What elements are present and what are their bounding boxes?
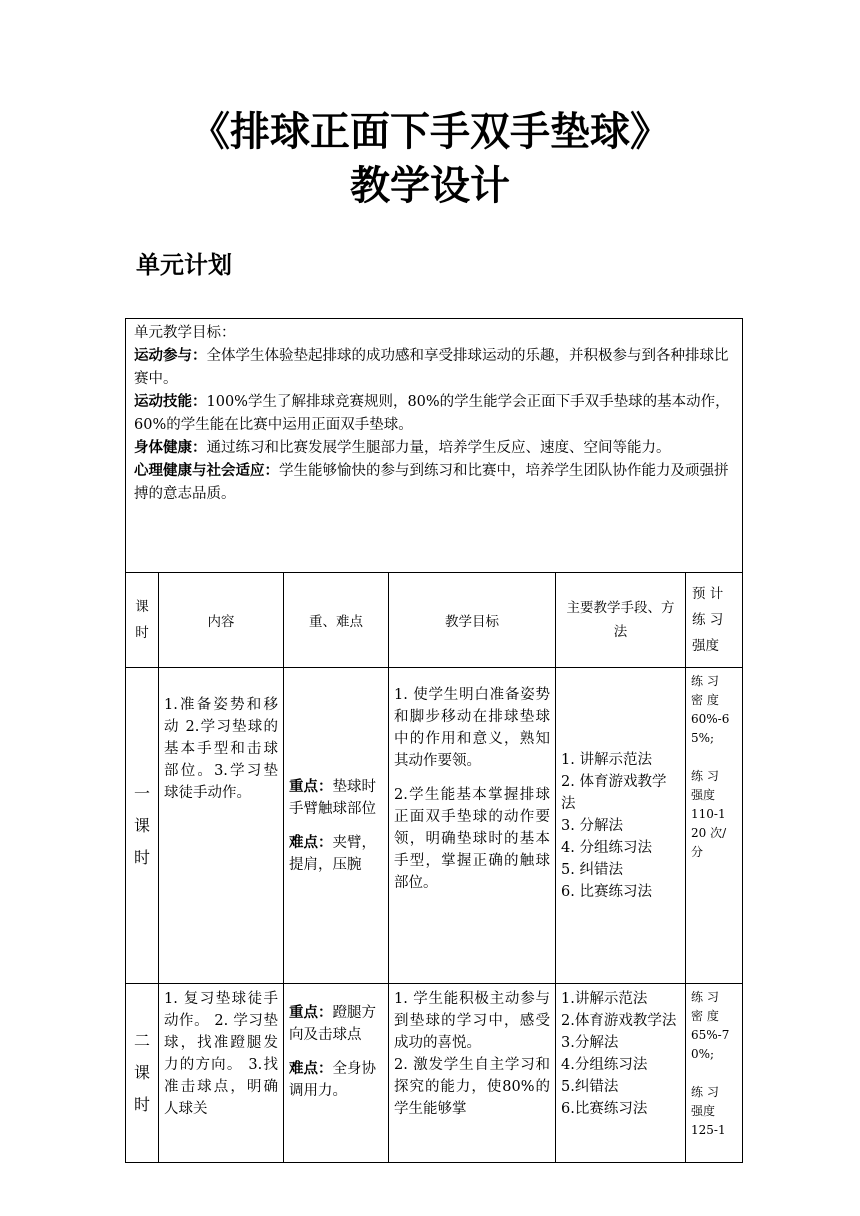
intensity-line: 5%; — [691, 731, 715, 745]
lesson-char: 课 — [133, 815, 150, 835]
lesson-key-points — [284, 668, 389, 984]
header-methods-line: 法 — [613, 624, 628, 640]
lesson-char: 时 — [133, 1095, 150, 1114]
lesson-char: 课 — [133, 1063, 150, 1082]
lesson-key-points — [284, 984, 389, 1163]
method-item: 3.分解法 — [561, 1035, 619, 1051]
method-item: 6. 比赛练习法 — [561, 883, 652, 900]
unit-plan-table — [125, 318, 743, 1163]
lesson-objectives — [389, 668, 556, 984]
intensity-line: 65%-7 — [691, 1028, 730, 1042]
difficulty-label: 难点： — [289, 1061, 333, 1077]
header-methods — [556, 573, 686, 668]
difficulty-label: 难点： — [289, 834, 333, 851]
document-subtitle: 教学设计 — [350, 163, 510, 209]
header-lesson-line: 课 — [135, 599, 149, 615]
method-item: 5.纠错法 — [561, 1079, 619, 1095]
intensity-line: 110-1 — [691, 807, 726, 821]
header-intensity-line: 预 计 — [692, 586, 724, 602]
header-lesson — [126, 573, 159, 668]
method-item: 3. 分解法 — [561, 817, 623, 834]
header-intensity-line: 练 习 — [692, 612, 724, 628]
intensity-line: 强度 — [691, 788, 716, 802]
intensity-line: 练 习 — [691, 769, 719, 783]
lesson-char: 二 — [133, 1031, 150, 1050]
goal-item — [134, 460, 736, 506]
key-point — [289, 1002, 383, 1046]
intensity-line: 练 习 — [691, 990, 719, 1004]
method-item: 1.讲解示范法 — [561, 991, 648, 1007]
method-item: 5. 纠错法 — [561, 861, 623, 878]
header-methods-line: 主要教学手段、方 — [566, 600, 675, 616]
intensity-line: 练 习 — [691, 674, 719, 688]
goal-label: 身体健康： — [134, 440, 207, 456]
header-objectives: 教学目标 — [389, 573, 556, 668]
intensity-line: 125-1 — [691, 1123, 726, 1137]
intensity-line: 20 次/ — [691, 826, 727, 840]
lesson-number — [126, 984, 159, 1163]
header-content: 内容 — [159, 573, 284, 668]
goal-text: 全体学生体验垫起排球的成功感和享受排球运动的乐趣，并积极参与到各种排球比赛中。 — [134, 348, 729, 387]
header-lesson-line: 时 — [135, 625, 149, 641]
intensity-line: 密 度 — [691, 1009, 719, 1023]
goal-text: 100%学生了解排球竞赛规则，80%的学生能学会正面下手双手垫球的基本动作，60%的学生能在比赛中运用正面双手垫球。 — [134, 394, 730, 433]
objective-item: 2.学生能基本掌握排球正面双手垫球的动作要领，明确垫球时的基本手型，掌握正确的触球部位。 — [394, 787, 550, 891]
intensity-line: 练 习 — [691, 1085, 719, 1099]
method-item: 1. 讲解示范法 — [561, 751, 652, 768]
objective-item: 1. 学生能积极主动参与到垫球的学习中，感受成功的喜悦。 — [394, 991, 550, 1051]
goal-label: 运动参与： — [134, 348, 207, 364]
goal-item — [134, 391, 736, 437]
key-label: 重点： — [289, 778, 333, 795]
method-item: 4.分组练习法 — [561, 1057, 648, 1073]
header-key-points: 重、难点 — [284, 573, 389, 668]
document-title: 《排球正面下手双手垫球》 — [190, 109, 670, 155]
goal-text: 通过练习和比赛发展学生腿部力量，培养学生反应、速度、空间等能力。 — [206, 440, 671, 456]
goal-label: 心理健康与社会适应： — [134, 463, 279, 479]
lesson-intensity — [686, 668, 743, 984]
lesson-content: 1. 复习垫球徒手动作。 2. 学习垫球，找准蹬腿发力的方向。 3.找准击球点，明确人球关 — [159, 984, 284, 1163]
difficulty — [289, 1058, 383, 1102]
intensity-line: 60%-6 — [691, 712, 730, 726]
intensity-line: 强度 — [691, 1104, 716, 1118]
lesson-char: 时 — [133, 847, 150, 867]
difficulty-text: 夹臂，提肩，压腕 — [289, 834, 376, 873]
intensity-spacer — [691, 748, 737, 767]
goal-item — [134, 437, 736, 460]
objective-item: 2. 激发学生自主学习和探究的能力，使80%的学生能够掌 — [394, 1057, 550, 1117]
table-row — [126, 668, 743, 984]
lesson-number — [126, 668, 159, 984]
section-heading: 单元计划 — [136, 251, 232, 279]
table-row — [126, 984, 743, 1163]
lesson-intensity — [686, 984, 743, 1163]
intensity-line: 分 — [691, 845, 704, 859]
intensity-line: 0%; — [691, 1047, 715, 1061]
goal-label: 运动技能： — [134, 394, 207, 410]
header-intensity — [686, 573, 743, 668]
method-item: 4. 分组练习法 — [561, 839, 652, 856]
intensity-spacer — [691, 1064, 737, 1083]
key-point — [289, 776, 383, 820]
difficulty-text: 全身协调用力。 — [289, 1061, 376, 1099]
table-header-row — [126, 573, 743, 668]
method-item: 2. 体育游戏教学法 — [561, 773, 667, 812]
method-item: 2.体育游戏教学法 — [561, 1013, 677, 1029]
difficulty — [289, 832, 383, 876]
lesson-methods — [556, 668, 686, 984]
key-label: 重点： — [289, 1005, 333, 1021]
lesson-char: 一 — [133, 783, 150, 803]
goals-heading: 单元教学目标： — [134, 325, 236, 341]
method-item: 6.比赛练习法 — [561, 1101, 648, 1117]
header-intensity-line: 强度 — [692, 638, 719, 654]
goal-text: 学生能够愉快的参与到练习和比赛中，培养学生团队协作能力及顽强拼搏的意志品质。 — [134, 463, 729, 502]
goal-item — [134, 345, 736, 391]
lesson-methods — [556, 984, 686, 1163]
unit-goals-cell — [126, 319, 743, 573]
key-text: 垫球时手臂触球部位 — [289, 778, 376, 817]
lesson-content: 1.准备姿势和移动 2.学习垫球的基本手型和击球部位。3.学习垫球徒手动作。 — [159, 668, 284, 984]
intensity-line: 密 度 — [691, 693, 719, 707]
lesson-objectives — [389, 984, 556, 1163]
objective-item: 1. 使学生明白准备姿势和脚步移动在排球垫球中的作用和意义，熟知其动作要领。 — [394, 687, 550, 769]
key-text: 蹬腿方向及击球点 — [289, 1005, 376, 1043]
